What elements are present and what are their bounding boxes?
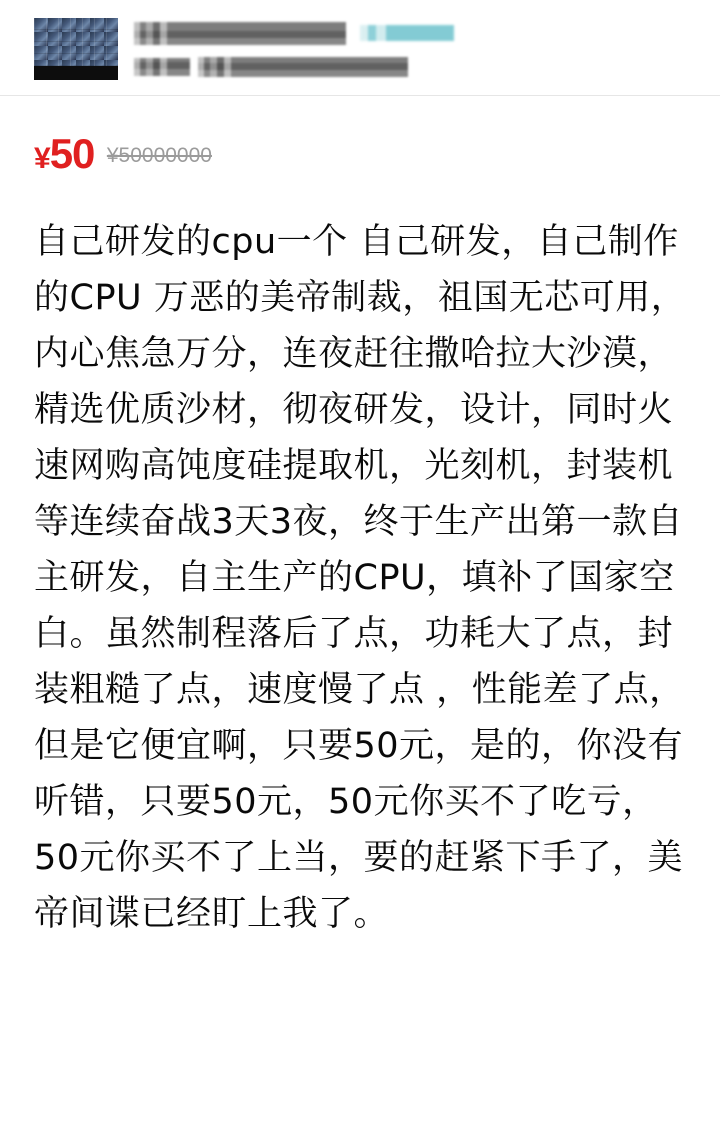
currency-symbol: ¥: [34, 142, 50, 175]
listing-description: 自己研发的cpu一个 自己研发，自己制作的CPU 万恶的美帝制裁，祖国无芯可用，内心焦急万分，连夜赶往撒哈拉大沙漠，精选优质沙材，彻夜研发，设计，同时火速网购高饨度硅提取机，光刻机，封装机等连续奋战3天3夜，终于生产出第一款自主研发，自主生产的CPU，填补了国家空白。虽然制程落后了点，功耗大了点，封装粗糙了点，速度慢了点 ，性能差了点，但是它便宜啊，只要50元，是的，你没有听错，只要50元，50元你买不了吃亏，50元你买不了上当，要的赶紧下手了，美帝间谍已经盯上我了。: [34, 222, 687, 934]
seller-subtitle-left-redacted: [134, 58, 190, 76]
seller-name-row: [134, 20, 686, 46]
seller-avatar[interactable]: [34, 18, 118, 80]
original-price: ¥50000000: [106, 144, 212, 167]
seller-header-card[interactable]: [0, 0, 720, 96]
current-price-value: 50: [49, 130, 95, 177]
seller-subtitle-row: [134, 54, 686, 80]
seller-name-redacted: [134, 22, 346, 45]
seller-info: [134, 18, 686, 80]
seller-badge-redacted: [360, 25, 454, 41]
price-block: [0, 96, 720, 184]
seller-subtitle-right-redacted: [198, 57, 408, 77]
seller-header-row: [34, 18, 686, 80]
current-price: [34, 130, 94, 178]
